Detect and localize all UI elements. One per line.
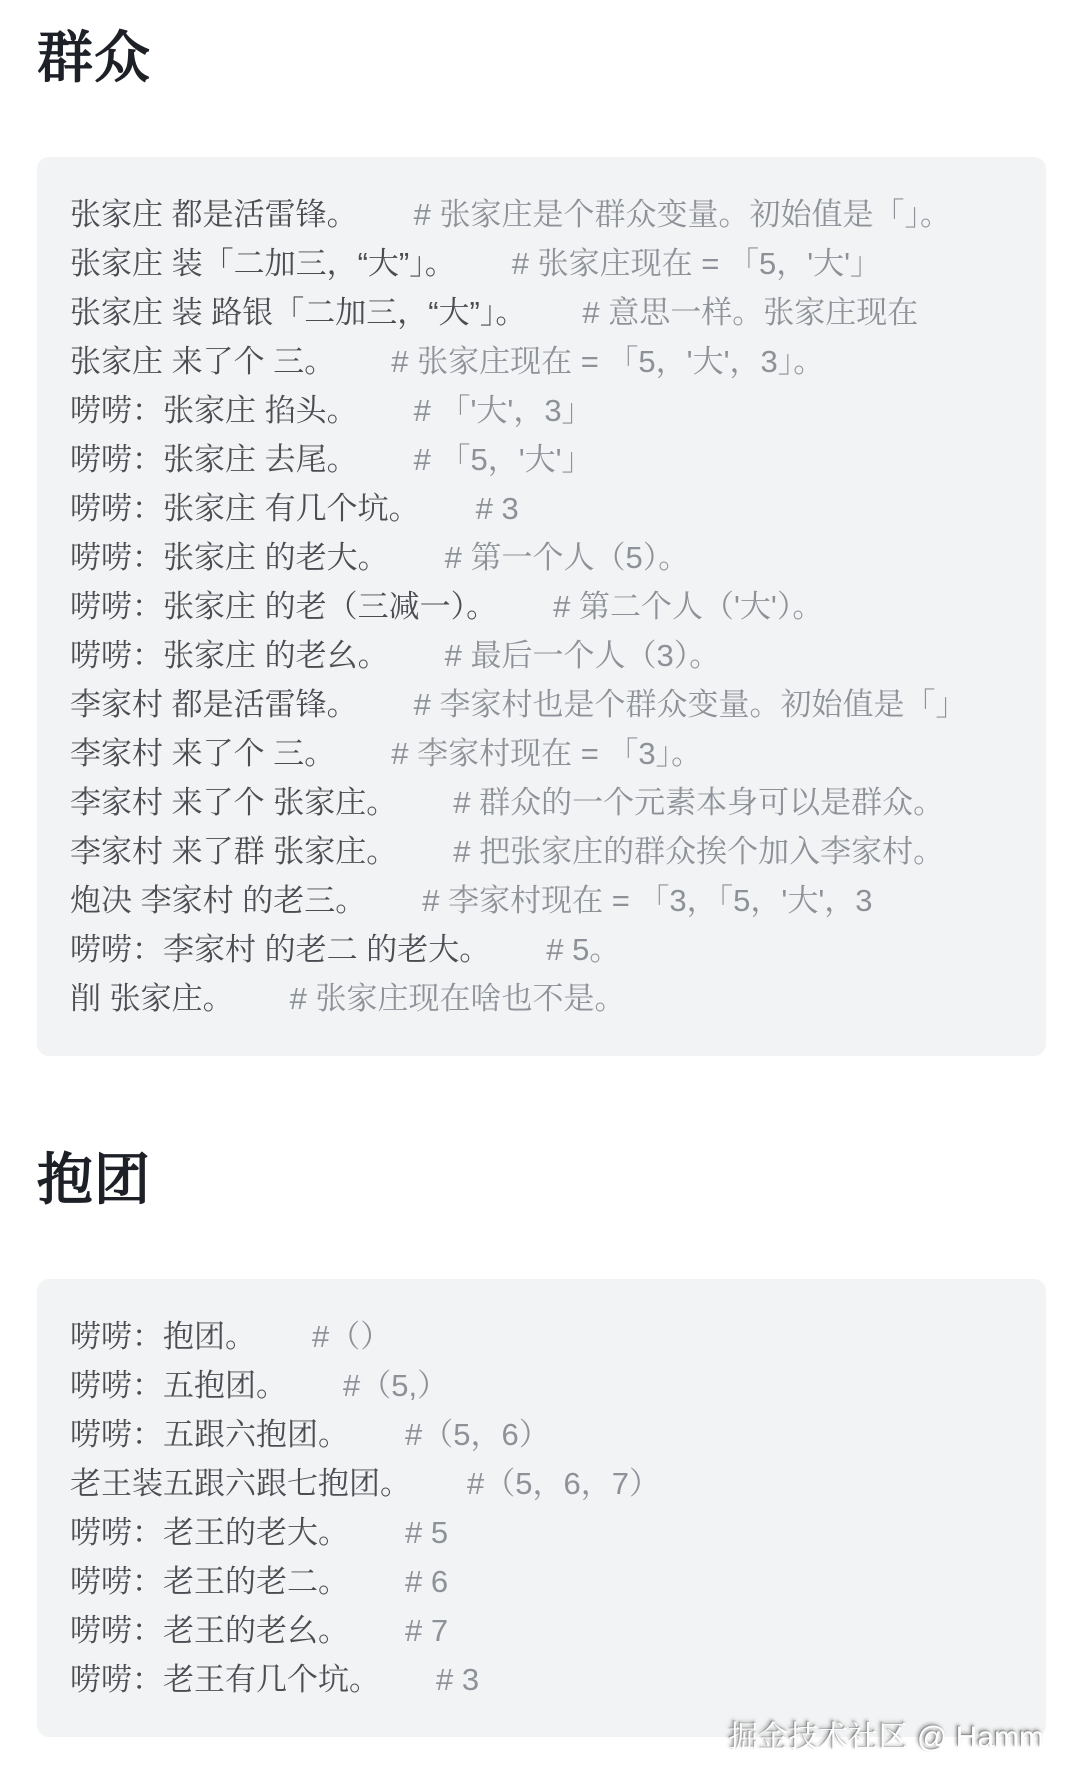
comment-text: # 3 <box>436 1661 480 1697</box>
code-text: 唠唠：五抱团。 <box>70 1367 287 1403</box>
code-text: 李家村 来了个 张家庄。 <box>70 784 398 820</box>
code-line <box>70 1312 1013 1361</box>
comment-text: # 张家庄现在 = 「5，'大'」 <box>511 245 882 281</box>
comment-text: # 最后一个人（3）。 <box>444 637 721 673</box>
code-line <box>70 1459 1013 1508</box>
code-text: 唠唠：张家庄 有几个坑。 <box>70 490 420 526</box>
comment-text: # 张家庄是个群众变量。初始值是「」。 <box>413 196 951 232</box>
code-text: 李家村 来了群 张家庄。 <box>70 833 398 869</box>
watermark: 掘金技术社区 @ Hamm <box>728 1721 1044 1754</box>
code-line <box>70 925 1013 974</box>
code-text: 削 张家庄。 <box>70 980 234 1016</box>
comment-text: # 5。 <box>546 931 621 967</box>
comment-text: # 李家村也是个群众变量。初始值是「」 <box>413 686 967 722</box>
comment-text: # 李家村现在 = 「3」。 <box>391 735 703 771</box>
code-line <box>70 435 1013 484</box>
section-title-qunzhong: 群众 <box>37 26 151 89</box>
comment-text: # 李家村现在 = 「3，「5，'大'，3 <box>422 882 873 918</box>
code-line <box>70 1557 1013 1606</box>
code-text: 唠唠：老王有几个坑。 <box>70 1661 380 1697</box>
code-text: 唠唠：老王的老大。 <box>70 1514 349 1550</box>
code-line <box>70 680 1013 729</box>
code-line <box>70 190 1013 239</box>
code-text: 唠唠：抱团。 <box>70 1318 256 1354</box>
code-line <box>70 582 1013 631</box>
code-line <box>70 386 1013 435</box>
code-text: 唠唠：五跟六抱团。 <box>70 1416 349 1452</box>
comment-text: # 「5，'大'」 <box>413 441 593 477</box>
section-baotuan <box>37 1144 1046 1737</box>
code-line <box>70 631 1013 680</box>
comment-text: # 群众的一个元素本身可以是群众。 <box>453 784 945 820</box>
code-line <box>70 1508 1013 1557</box>
code-line <box>70 974 1013 1023</box>
comment-text: # 第二个人（'大'）。 <box>553 588 824 624</box>
comment-text: #（5,） <box>343 1367 449 1403</box>
code-text: 唠唠：张家庄 去尾。 <box>70 441 358 477</box>
code-text: 张家庄 都是活雷锋。 <box>70 196 358 232</box>
code-text: 李家村 来了个 三。 <box>70 735 336 771</box>
section-title-baotuan: 抱团 <box>37 1147 151 1211</box>
code-line <box>70 1606 1013 1655</box>
code-text: 张家庄 装「二加三，“大”」。 <box>70 245 456 281</box>
code-line <box>70 288 1013 337</box>
comment-text: #（5，6，7） <box>467 1465 660 1501</box>
code-line <box>70 1655 1013 1704</box>
comment-text: #（） <box>312 1318 392 1354</box>
code-line <box>70 1361 1013 1410</box>
comment-text: # 张家庄现在 = 「5，'大'，3」。 <box>391 343 825 379</box>
comment-text: # 7 <box>405 1612 449 1648</box>
code-text: 张家庄 来了个 三。 <box>70 343 336 379</box>
code-text: 唠唠：李家村 的老二 的老大。 <box>70 931 491 967</box>
comment-text: #（5，6） <box>405 1416 550 1452</box>
code-text: 炮决 李家村 的老三。 <box>70 882 367 918</box>
code-line <box>70 337 1013 386</box>
code-block-baotuan[interactable] <box>37 1279 1046 1737</box>
comment-text: # 意思一样。张家庄现在 <box>582 294 919 330</box>
comment-text: # 3 <box>475 490 519 526</box>
code-line <box>70 778 1013 827</box>
comment-text: # 「'大'，3」 <box>413 392 593 428</box>
section-qunzhong <box>37 22 1046 1056</box>
code-text: 老王装五跟六跟七抱团。 <box>70 1465 411 1501</box>
code-line <box>70 533 1013 582</box>
code-text: 唠唠：张家庄 的老大。 <box>70 539 389 575</box>
code-text: 唠唠：张家庄 掐头。 <box>70 392 358 428</box>
comment-text: # 5 <box>405 1514 449 1550</box>
code-line <box>70 827 1013 876</box>
code-block-qunzhong[interactable] <box>37 157 1046 1056</box>
code-line <box>70 484 1013 533</box>
code-line <box>70 1410 1013 1459</box>
comment-text: # 6 <box>405 1563 449 1599</box>
code-text: 唠唠：老王的老二。 <box>70 1563 349 1599</box>
code-text: 唠唠：老王的老幺。 <box>70 1612 349 1648</box>
code-line <box>70 239 1013 288</box>
code-line <box>70 729 1013 778</box>
code-text: 唠唠：张家庄 的老幺。 <box>70 637 389 673</box>
comment-text: # 把张家庄的群众挨个加入李家村。 <box>453 833 945 869</box>
comment-text: # 第一个人（5）。 <box>444 539 690 575</box>
code-text: 李家村 都是活雷锋。 <box>70 686 358 722</box>
code-text: 唠唠：张家庄 的老（三减一）。 <box>70 588 498 624</box>
comment-text: # 张家庄现在啥也不是。 <box>289 980 626 1016</box>
code-text: 张家庄 装 路银「二加三，“大”」。 <box>70 294 527 330</box>
code-line <box>70 876 1013 925</box>
